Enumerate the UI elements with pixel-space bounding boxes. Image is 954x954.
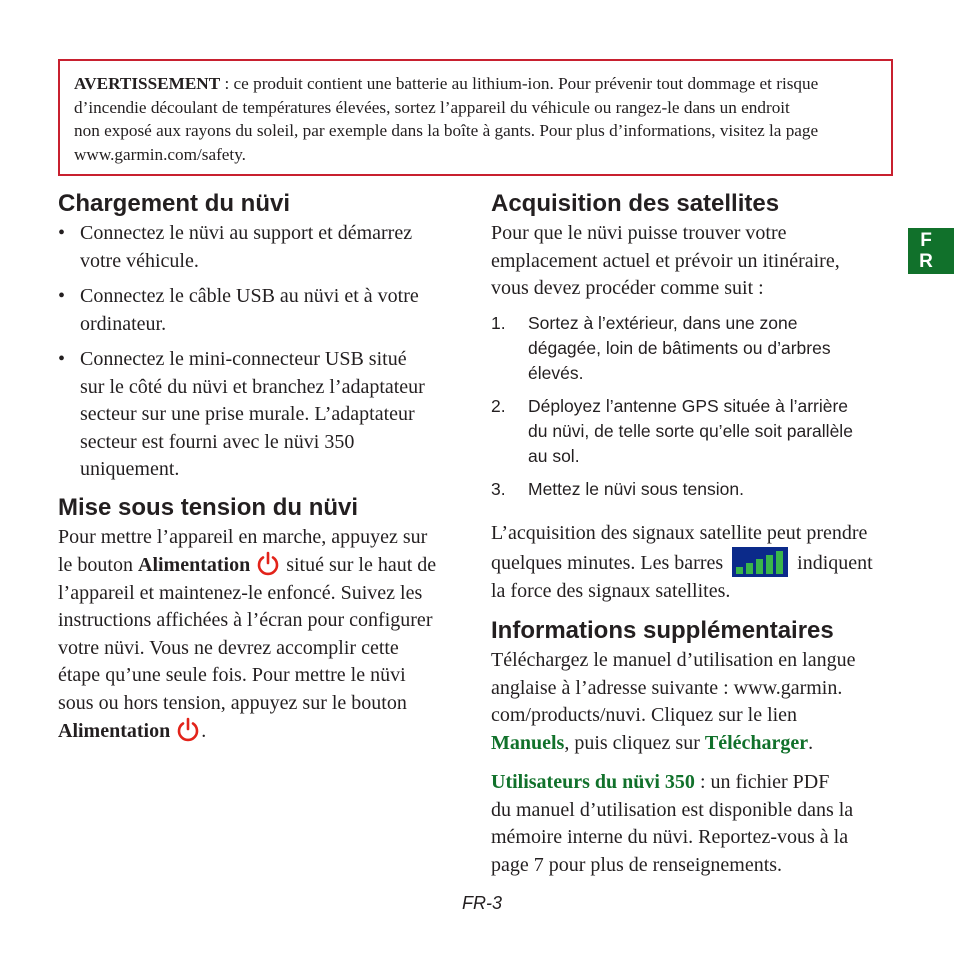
charging-heading: Chargement du nüvi: [58, 190, 291, 217]
page-number: FR-3: [462, 893, 502, 913]
users-label: Utilisateurs du nüvi 350: [491, 771, 695, 793]
list-item: • Connectez le mini-connecteur USB situé sur le côté du nüvi et branchez l’adaptateur secteur sur une prise murale. L’adaptateur secteur est fourni avec le nüvi 350 uniquement.: [58, 348, 425, 480]
power-paragraph: Pour mettre l’appareil en marche, appuyez sur le bouton Alimentation situé sur le haut de l’appareil et maintenez-le enfoncé. Suivez les instructions affichées à l’écran pour configurer votre nüvi. Vous ne devrez accomplir cette étape qu’une seule fois. Pour mettre le nüvi sous ou hors tension, appuyez sur le bouton Alimentation .: [58, 525, 437, 742]
warning-box: [58, 59, 893, 176]
list-item: 1. Sortez à l’extérieur, dans une zone dégagée, loin de bâtiments ou d’arbres élevés.: [491, 312, 831, 383]
left-column: [58, 188, 463, 746]
right-column: [491, 188, 901, 879]
warning-label: AVERTISSEMENT: [74, 74, 221, 93]
signal-paragraph: L’acquisition des signaux satellite peut prendre quelques minutes. Les barres indiquent la force des signaux satellites.: [491, 521, 873, 602]
manuals-link[interactable]: Manuels: [491, 731, 565, 754]
list-item: • Connectez le câble USB au nüvi et à votre ordinateur.: [58, 285, 419, 335]
power-icon: [256, 551, 280, 577]
warning-line-2: d’incendie découlant de températures élevées, sortez l’appareil du véhicule ou rangez-le dans un endroit: [74, 97, 790, 117]
signal-strength-icon: [732, 547, 788, 577]
list-item: 2. Déployez l’antenne GPS située à l’arrière du nüvi, de telle sorte qu’elle soit parallèle au sol.: [491, 395, 853, 466]
power-icon: [176, 717, 200, 743]
warning-line-3: non exposé aux rayons du soleil, par exemple dans la boîte à gants. Pour plus d’informations, visitez la page: [74, 121, 819, 140]
language-tab: [908, 228, 954, 274]
warning-line-4: www.garmin.com/safety.: [74, 144, 246, 164]
users-paragraph: Utilisateurs du nüvi 350 : un fichier PDF du manuel d’utilisation est disponible dans la mémoire interne du nüvi. Reportez-vous à la page 7 pour plus de renseignements.: [491, 771, 854, 876]
more-info-paragraph: Téléchargez le manuel d’utilisation en langue anglaise à l’adresse suivante : www.garmin. com/products/nuvi. Cliquez sur le lien Manuels, puis cliquez sur Télécharger.: [491, 649, 856, 754]
lang-letter-f: F: [920, 230, 932, 251]
charging-list: [58, 220, 463, 484]
lang-letter-r: R: [919, 251, 933, 272]
satellites-intro: Pour que le nüvi puisse trouver votre emplacement actuel et prévoir un itinéraire, vous devez procéder comme suit :: [491, 222, 840, 299]
satellites-steps: [491, 311, 901, 502]
download-link[interactable]: Télécharger: [704, 731, 809, 754]
warning-line-1: AVERTISSEMENT : ce produit contient une batterie au lithium-ion. Pour prévenir tout dommage et risque: [74, 74, 819, 93]
list-item: • Connectez le nüvi au support et démarrez votre véhicule.: [58, 222, 413, 272]
list-item: 3. Mettez le nüvi sous tension.: [491, 478, 744, 499]
more-info-heading: Informations supplémentaires: [491, 617, 834, 644]
satellites-heading: Acquisition des satellites: [491, 190, 780, 217]
power-button-name: Alimentation: [138, 554, 251, 576]
power-heading: Mise sous tension du nüvi: [58, 493, 359, 521]
power-button-name-2: Alimentation: [58, 720, 171, 742]
